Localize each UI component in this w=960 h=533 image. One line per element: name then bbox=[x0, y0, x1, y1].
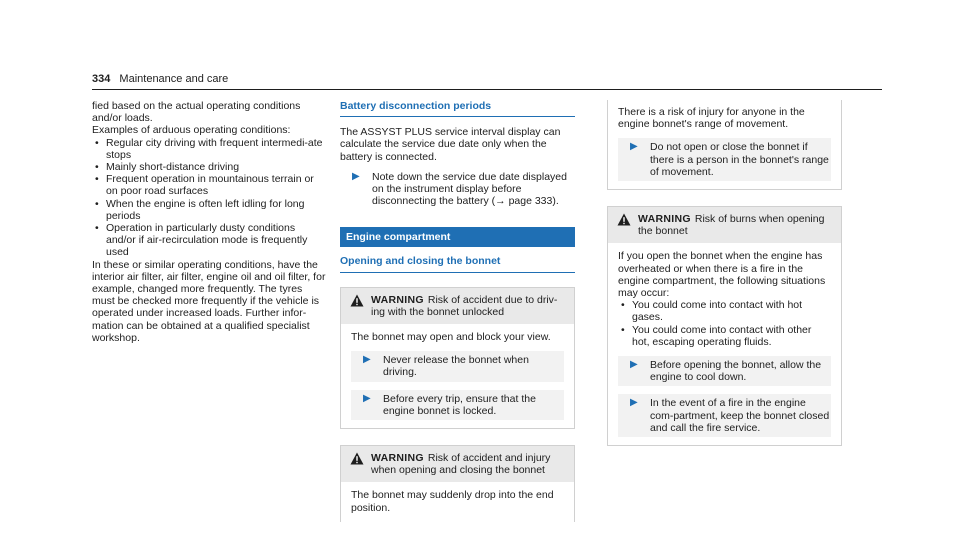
step-text: Do not open or close the bonnet if there is a person in the bonnet's range of movement. bbox=[650, 141, 829, 178]
paragraph: fied based on the actual operating conditions and/or loads. bbox=[92, 100, 301, 125]
instruction-step bbox=[618, 394, 831, 437]
paragraph: In these or similar operating conditions, have the interior air filter, air filter, engine oil and oil filter, for example, changed more frequently. The tyres must be checked more frequently if the vehicle is operated under increased loads. Further infor-mation can be obtained at a qualified specialist workshop. bbox=[92, 258, 326, 344]
step-arrow-icon: ▶ bbox=[630, 397, 638, 409]
step-text: In the event of a fire in the engine com-partment, keep the bonnet closed and call the fire service. bbox=[650, 397, 830, 434]
warning-body bbox=[341, 324, 574, 428]
column-3 bbox=[607, 100, 842, 446]
step-arrow-icon: ▶ bbox=[630, 141, 638, 153]
warning-body bbox=[341, 482, 574, 521]
warning-triangle-icon bbox=[617, 213, 631, 226]
warning-body bbox=[608, 243, 841, 445]
warning-triangle-icon bbox=[350, 294, 364, 307]
warning-label: WARNING bbox=[638, 213, 691, 226]
instruction-step bbox=[618, 356, 831, 386]
list-item: • When the engine is often left idling for long periods bbox=[92, 198, 327, 222]
instruction-step bbox=[618, 138, 831, 181]
warning-box bbox=[340, 287, 575, 429]
step-text: Before opening the bonnet, allow the engine to cool down. bbox=[650, 359, 822, 384]
page-header bbox=[92, 73, 882, 87]
list-item: • Operation in particularly dusty conditions and/or if air-recirculation mode is frequently used bbox=[92, 222, 327, 259]
conditions-list bbox=[92, 137, 327, 259]
paragraph: If you open the bonnet when the engine has overheated or when there is a fire in the engine compartment, the following situations may occur: bbox=[618, 250, 826, 300]
warning-header bbox=[608, 207, 841, 243]
list-item: • You could come into contact with hot gases. bbox=[618, 299, 831, 323]
warning-label: WARNING bbox=[371, 293, 424, 306]
warning-heading: Risk of burns when opening the bonnet bbox=[638, 213, 825, 238]
chapter-title: Maintenance and care bbox=[119, 73, 229, 85]
page-number: 334 bbox=[92, 73, 111, 85]
paragraph: The bonnet may suddenly drop into the end position. bbox=[351, 489, 554, 514]
warning-header bbox=[341, 288, 574, 324]
paragraph: There is a risk of injury for anyone in the engine bonnet's range of movement. bbox=[618, 106, 805, 131]
warning-heading: Risk of accident and injury when opening and closing the bonnet bbox=[371, 452, 551, 477]
column-2 bbox=[340, 100, 575, 522]
battery-section-title: Battery disconnection periods bbox=[340, 100, 575, 117]
situations-list bbox=[618, 299, 831, 348]
step-text: Note down the service due date displayed on the instrument display before disconnecting the battery (→ page 333). bbox=[372, 170, 567, 208]
step-text: Never release the bonnet when driving. bbox=[383, 354, 529, 379]
step-text: Before every trip, ensure that the engine bonnet is locked. bbox=[383, 392, 536, 417]
list-item: • Regular city driving with frequent intermedi-ate stops bbox=[92, 137, 327, 161]
warning-heading: Risk of accident due to driv-ing with the bonnet unlocked bbox=[371, 293, 558, 318]
warning-box bbox=[607, 206, 842, 446]
warning-header bbox=[341, 446, 574, 482]
step-arrow-icon: ▶ bbox=[363, 354, 371, 366]
list-item: • Mainly short-distance driving bbox=[92, 161, 327, 173]
engine-compartment-banner: Engine compartment bbox=[340, 227, 575, 247]
step-arrow-icon: ▶ bbox=[363, 392, 371, 404]
step-arrow-icon: ▶ bbox=[630, 359, 638, 371]
instruction-step bbox=[351, 351, 564, 381]
paragraph: Examples of arduous operating conditions: bbox=[92, 124, 291, 137]
header-divider bbox=[92, 89, 882, 90]
list-item: • You could come into contact with other hot, escaping operating fluids. bbox=[618, 324, 831, 348]
instruction-step bbox=[340, 171, 575, 208]
step-arrow-icon: ▶ bbox=[352, 170, 360, 182]
warning-label: WARNING bbox=[371, 452, 424, 465]
warning-triangle-icon bbox=[350, 452, 364, 465]
instruction-step bbox=[351, 390, 564, 420]
paragraph: The ASSYST PLUS service interval display can calculate the service due date only when the battery is connected. bbox=[340, 126, 561, 163]
warning-body bbox=[608, 100, 841, 189]
list-item: • Frequent operation in mountainous terrain or on poor road surfaces bbox=[92, 173, 327, 197]
warning-box bbox=[340, 445, 575, 522]
bonnet-section-title: Opening and closing the bonnet bbox=[340, 255, 575, 272]
column-1 bbox=[92, 100, 327, 344]
warning-box-continued bbox=[607, 100, 842, 190]
paragraph: The bonnet may open and block your view. bbox=[351, 331, 551, 344]
